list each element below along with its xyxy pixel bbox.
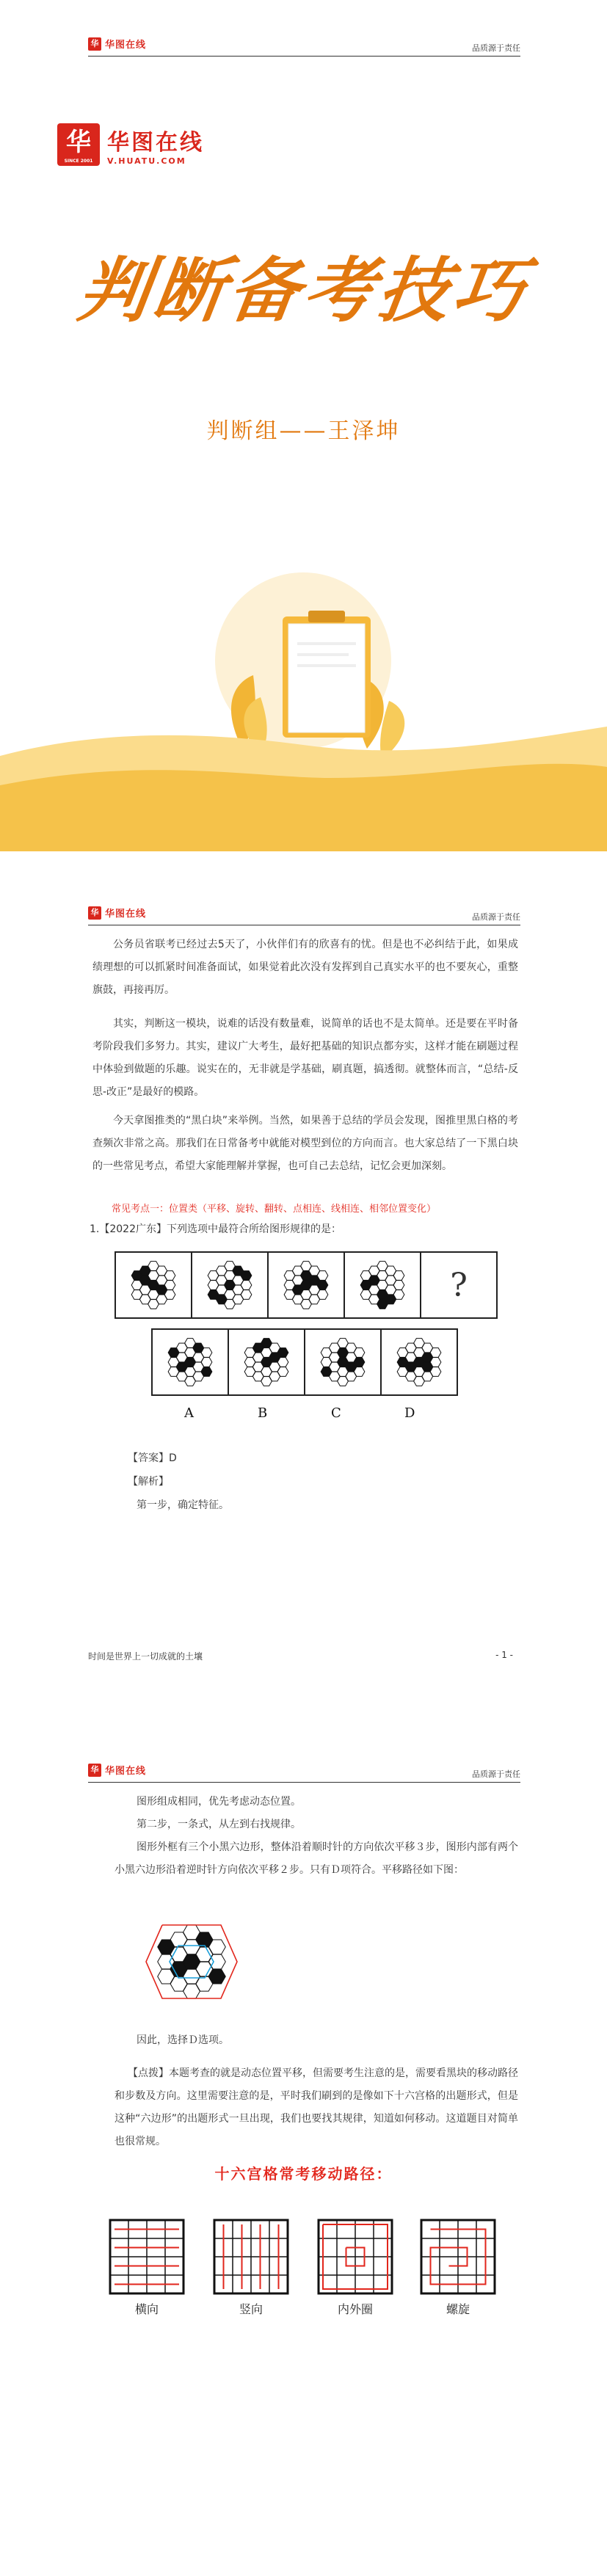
header-logo	[88, 906, 146, 920]
hex-cell	[393, 1290, 404, 1300]
hex-cell	[277, 1358, 288, 1367]
hex-cell	[354, 1348, 365, 1358]
conclusion: 因此，选择Ｄ选项。	[137, 2034, 229, 2046]
grid-patterns	[0, 2216, 607, 2297]
figure-2	[191, 1251, 269, 1319]
figure-4	[344, 1251, 421, 1319]
hex-cell	[164, 1271, 175, 1281]
figure-question	[420, 1251, 498, 1319]
clipboard-paper	[288, 624, 365, 732]
pattern-label-spiral: 螺旋	[446, 2302, 470, 2316]
cover-logo	[57, 123, 204, 166]
option-b-figure[interactable]	[228, 1328, 305, 1396]
header-slogan: 品质源于责任	[472, 43, 520, 53]
question-mark: ?	[450, 1266, 468, 1304]
huatu-logo-icon: 华	[88, 37, 101, 51]
header-brand: 华图在线	[105, 909, 147, 920]
hex-cell	[317, 1271, 328, 1281]
option-d-figure[interactable]	[380, 1328, 458, 1396]
footer-motto: 时间是世界上一切成就的土壤	[88, 1651, 203, 1662]
question-figures	[116, 1251, 498, 1319]
option-d-label: D	[404, 1405, 415, 1421]
option-figures	[153, 1328, 458, 1396]
question-text: 1.【2022广东】下列选项中最符合所给图形规律的是：	[90, 1223, 341, 1235]
hex-cell	[430, 1348, 441, 1358]
hex-cell	[241, 1281, 252, 1290]
header-slogan: 品质源于责任	[472, 1769, 520, 1779]
figure-1	[115, 1251, 192, 1319]
option-a-figure[interactable]	[151, 1328, 229, 1396]
header-brand: 华图在线	[105, 40, 147, 51]
hex-cell	[317, 1290, 328, 1300]
option-c-figure[interactable]	[304, 1328, 382, 1396]
page-header	[88, 1760, 520, 1783]
content-page-2	[0, 1739, 607, 2576]
cover-title: 判断备考技巧	[73, 249, 534, 332]
option-a-label: A	[184, 1405, 194, 1421]
logo-since: SINCE 2001	[64, 159, 93, 164]
paragraph-3: 今天拿图推类的“黑白块”来举例。当然，如果善于总结的学员会发现，图推里黑白格的考查频次非常之高。那我们在日常备考中就能对模型到位的方向而言。也大家总结了一下黑白块的一些常见考点，希望大家能理解并掌握，也可自己去总结，记忆会更加深刻。	[92, 1115, 518, 1172]
path-diagram	[137, 1914, 247, 2009]
huatu-logo-icon: 华	[88, 906, 101, 920]
huatu-big-logo-icon: 华 SINCE 2001	[57, 123, 100, 166]
hex-cell	[201, 1348, 212, 1358]
step-1: 第一步，确定特征。	[137, 1499, 229, 1511]
hex-cell	[354, 1358, 365, 1367]
cover-logo-en: V.HUATU.COM	[107, 156, 186, 166]
key-point: 常见考点一：位置类（平移、旋转、翻转、点相连、线相连、相邻位置变化）	[112, 1204, 437, 1215]
analysis: 【解析】	[128, 1476, 169, 1488]
huatu-logo-icon: 华	[88, 1764, 101, 1777]
cover-logo-cn: 华图在线	[107, 129, 204, 156]
hex-cell	[277, 1348, 288, 1358]
figure-3	[267, 1251, 345, 1319]
option-b-label: B	[258, 1405, 268, 1421]
page-gap	[0, 1695, 607, 1739]
hex-cell	[430, 1358, 441, 1367]
answer: 【答案】D	[128, 1452, 177, 1464]
cover-subtitle: 判断组——王泽坤	[206, 418, 401, 444]
hex-cell	[430, 1367, 441, 1377]
comment: 【点拨】本题考查的就是动态位置平移，但需要考生注意的是，需要看黑块的移动路径和步数及方向。这里需要注意的是，平时我们刷到的是像如下十六宫格的出题形式，但是这种“六边形”的出题形式一旦出现，我们也要找其规律，知道如何移动。这道题目对简单也很常规。	[115, 2067, 518, 2147]
cover-page	[0, 0, 607, 851]
hex-cell	[208, 1940, 225, 1954]
hex-cell	[164, 1281, 175, 1290]
header-logo	[88, 37, 146, 51]
hex-cell	[393, 1281, 404, 1290]
header-brand: 华图在线	[105, 1766, 147, 1777]
hex-cell	[241, 1290, 252, 1300]
section-title: 十六宫格常考移动路径：	[214, 2165, 393, 2183]
page-header	[88, 903, 520, 925]
line-2: 第二步，一条式，从左到右找规律。	[137, 1819, 301, 1830]
paragraph-2: 其实，判断这一模块，说难的话没有数量难，说简单的话也不是太简单。还是要在平时备考阶段我们多努力。其实，建议广大考生，最好把基础的知识点都夯实，这样才能在刷题过程中体验到做题的乐趣。说实在的，无非就是学基础，刷真题，搞透彻。就整体而言，“总结-反思-改正”是最好的模路。	[92, 1018, 518, 1098]
clipboard-clip	[308, 611, 345, 622]
pattern-label-in-out: 内外圈	[337, 2302, 373, 2316]
page-header	[88, 34, 520, 57]
content-page-1	[0, 881, 607, 1695]
hex-cell	[208, 1969, 225, 1984]
line-3: 图形外框有三个小黑六边形，整体沿着顺时针的方向依次平移３步，图形内部有两个小黑六边形沿着逆时针方向依次平移２步。只有Ｄ项符合。平移路径如下图：	[115, 1841, 518, 1876]
pattern-label-horizontal: 横向	[134, 2302, 159, 2316]
option-c-label: C	[331, 1405, 341, 1421]
line-1: 图形组成相同，优先考虑动态位置。	[137, 1796, 301, 1808]
hex-cell	[241, 1271, 252, 1281]
pattern-label-vertical: 竖向	[239, 2302, 263, 2316]
hex-cell	[317, 1281, 328, 1290]
cover-illustration	[0, 558, 607, 851]
header-logo	[88, 1763, 146, 1777]
hex-cell	[393, 1271, 404, 1281]
header-slogan: 品质源于责任	[472, 912, 520, 922]
page-number: - 1 -	[495, 1650, 513, 1660]
paragraph-1: 公务员省联考已经过去5天了，小伙伴们有的欣喜有的忧。但是也不必纠结于此，如果成绩理想的可以抓紧时间准备面试，如果觉着此次没有发挥到自己真实水平的也不要灰心，重整旗鼓，再接再厉。	[92, 939, 518, 996]
hex-cell	[201, 1358, 212, 1367]
hex-cell	[201, 1367, 212, 1377]
page-gap	[0, 851, 607, 881]
hex-cell	[354, 1367, 365, 1377]
hex-cell	[164, 1290, 175, 1300]
hex-cell	[277, 1367, 288, 1377]
